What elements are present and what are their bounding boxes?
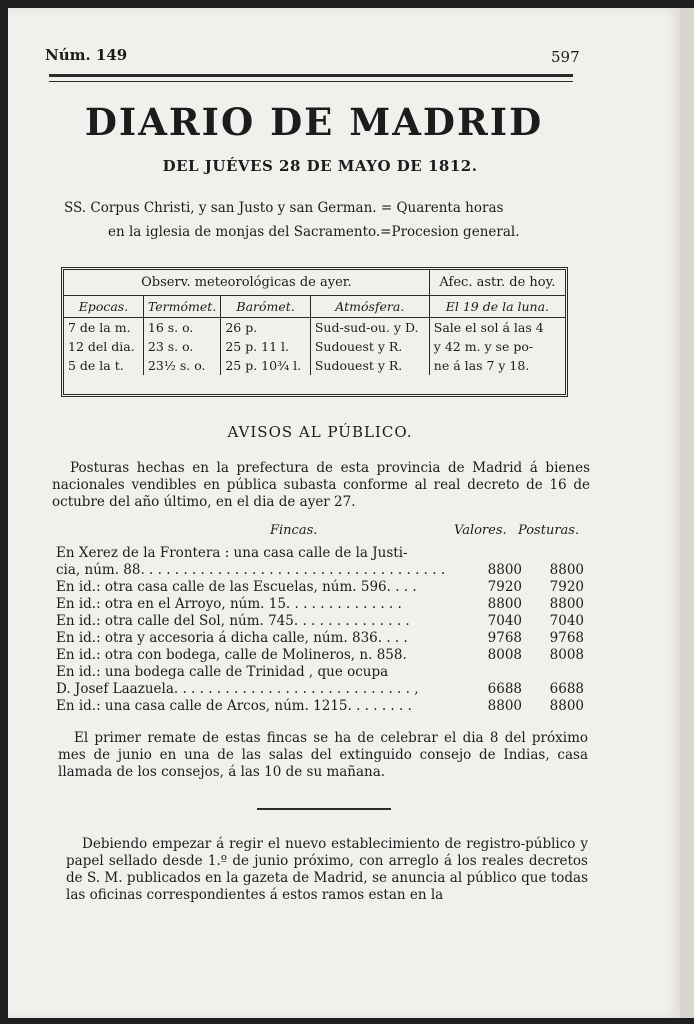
finca-valor: 9768 — [487, 630, 522, 646]
saints-line-1: SS. Corpus Christi, y san Justo y san German. = Quarenta horas — [64, 200, 504, 216]
column-header-fincas: Fincas. — [270, 523, 318, 538]
issue-number: Núm. 149 — [45, 46, 128, 64]
finca-valor: 8800 — [487, 596, 522, 612]
cell-barometro: 25 p. 11 l. — [221, 337, 311, 356]
cell-barometro: 25 p. 10¾ l. — [221, 356, 311, 375]
saints-line-2: en la iglesia de monjas del Sacramento.=Procesion general. — [108, 224, 520, 240]
registro-notice: Debiendo empezar á regir el nuevo establecimiento de registro-público y papel sellado desde 1.º de junio próximo, con arreglo á los reales decretos de S. M. publicados en la gazeta de Madrid, se anuncia al público que todas las oficinas correspondientes á estos ramos estan en la — [66, 836, 588, 903]
col-atmosfera: Atmósfera. — [310, 296, 429, 318]
cell-luna: y 42 m. y se po- — [433, 339, 534, 354]
cell-barometro: 26 p. — [221, 318, 311, 338]
meteo-title-left: Observ. meteorológicas de ayer. — [64, 270, 429, 296]
finca-desc: En id.: otra y accesoria á dicha calle, núm. 836. . . . — [56, 630, 408, 646]
finca-postura: 9768 — [549, 630, 584, 646]
list-item — [56, 630, 596, 647]
issue-date: DEL JUÉVES 28 DE MAYO DE 1812. — [162, 157, 478, 175]
cell-termometro: 16 s. o. — [143, 318, 220, 338]
section-separator — [257, 808, 391, 810]
finca-valor: 7920 — [487, 579, 522, 595]
page-edge — [680, 8, 694, 1018]
cell-atmosfera: Sudouest y R. — [310, 337, 429, 356]
meteo-title-right: Afec. astr. de hoy. — [429, 270, 565, 296]
list-item — [56, 698, 596, 715]
list-item — [56, 562, 596, 579]
remate-notice: El primer remate de estas fincas se ha de celebrar el dia 8 del próximo mes de junio en una de las salas del extinguido consejo de Indias, casa llamada de los consejos, á las 10 de su mañana. — [58, 730, 588, 780]
page-number: 597 — [551, 48, 580, 66]
section-heading-avisos: AVISOS AL PÚBLICO. — [227, 423, 413, 441]
col-luna: El 19 de la luna. — [429, 296, 565, 318]
cell-epoca: 7 de la m. — [64, 318, 143, 338]
col-barometro: Barómet. — [221, 296, 311, 318]
cell-atmosfera: Sudouest y R. — [310, 356, 429, 375]
list-item — [56, 664, 596, 681]
table-row — [64, 318, 565, 338]
cell-atmosfera: Sud-sud-ou. y D. — [310, 318, 429, 338]
cell-luna: Sale el sol á las 4 — [433, 320, 544, 335]
finca-desc: cia, núm. 88. . . . . . . . . . . . . . . . . . . . . . . . . . . . . . . . . . . . — [56, 562, 446, 578]
finca-desc: En id.: otra con bodega, calle de Molineros, n. 858. — [56, 647, 407, 663]
list-item — [56, 596, 596, 613]
cell-luna: ne á las 7 y 18. — [433, 358, 530, 373]
finca-desc: D. Josef Laazuela. . . . . . . . . . . . . . . . . . . . . . . . . . . . , — [56, 681, 419, 697]
header-rule-thin — [49, 81, 573, 82]
cell-termometro: 23 s. o. — [143, 337, 220, 356]
finca-desc: En id.: una casa calle de Arcos, núm. 1215. . . . . . . . — [56, 698, 412, 714]
fincas-list — [56, 545, 596, 715]
finca-postura: 8800 — [549, 562, 584, 578]
column-header-valores: Valores. — [454, 523, 507, 538]
cell-epoca: 5 de la t. — [64, 356, 143, 375]
cell-termometro: 23½ s. o. — [143, 356, 220, 375]
finca-postura: 7920 — [549, 579, 584, 595]
masthead-title: DIARIO DE MADRID — [84, 100, 544, 144]
finca-postura: 8800 — [549, 698, 584, 714]
finca-postura: 8800 — [549, 596, 584, 612]
col-termometro: Termómet. — [143, 296, 220, 318]
list-item — [56, 579, 596, 596]
saints-of-day — [64, 196, 564, 244]
finca-valor: 8008 — [487, 647, 522, 663]
list-item — [56, 613, 596, 630]
finca-desc: En id.: otra en el Arroyo, núm. 15. . . . . . . . . . . . . . — [56, 596, 402, 612]
list-item — [56, 647, 596, 664]
finca-desc: En id.: una bodega calle de Trinidad , que ocupa — [56, 664, 389, 680]
col-epocas: Epocas. — [64, 296, 143, 318]
table-row — [64, 337, 565, 356]
finca-postura: 6688 — [549, 681, 584, 697]
avisos-intro: Posturas hechas en la prefectura de esta provincia de Madrid á bienes nacionales vendibles en pública subasta conforme al real decreto de 16 de octubre del año último, en el dia de ayer 27. — [52, 460, 590, 510]
meteorological-table — [61, 267, 568, 397]
cell-epoca: 12 del dia. — [64, 337, 143, 356]
finca-valor: 7040 — [487, 613, 522, 629]
finca-desc: En Xerez de la Frontera : una casa calle de la Justi- — [56, 545, 408, 561]
list-item — [56, 681, 596, 698]
finca-desc: En id.: otra calle del Sol, núm. 745. . . . . . . . . . . . . . — [56, 613, 410, 629]
finca-valor: 8800 — [487, 562, 522, 578]
finca-valor: 8800 — [487, 698, 522, 714]
finca-valor: 6688 — [487, 681, 522, 697]
header-rule — [49, 74, 573, 77]
finca-desc: En id.: otra casa calle de las Escuelas, núm. 596. . . . — [56, 579, 417, 595]
finca-postura: 7040 — [549, 613, 584, 629]
finca-postura: 8008 — [549, 647, 584, 663]
column-header-posturas: Posturas. — [518, 523, 580, 538]
list-item — [56, 545, 596, 562]
table-row — [64, 356, 565, 375]
